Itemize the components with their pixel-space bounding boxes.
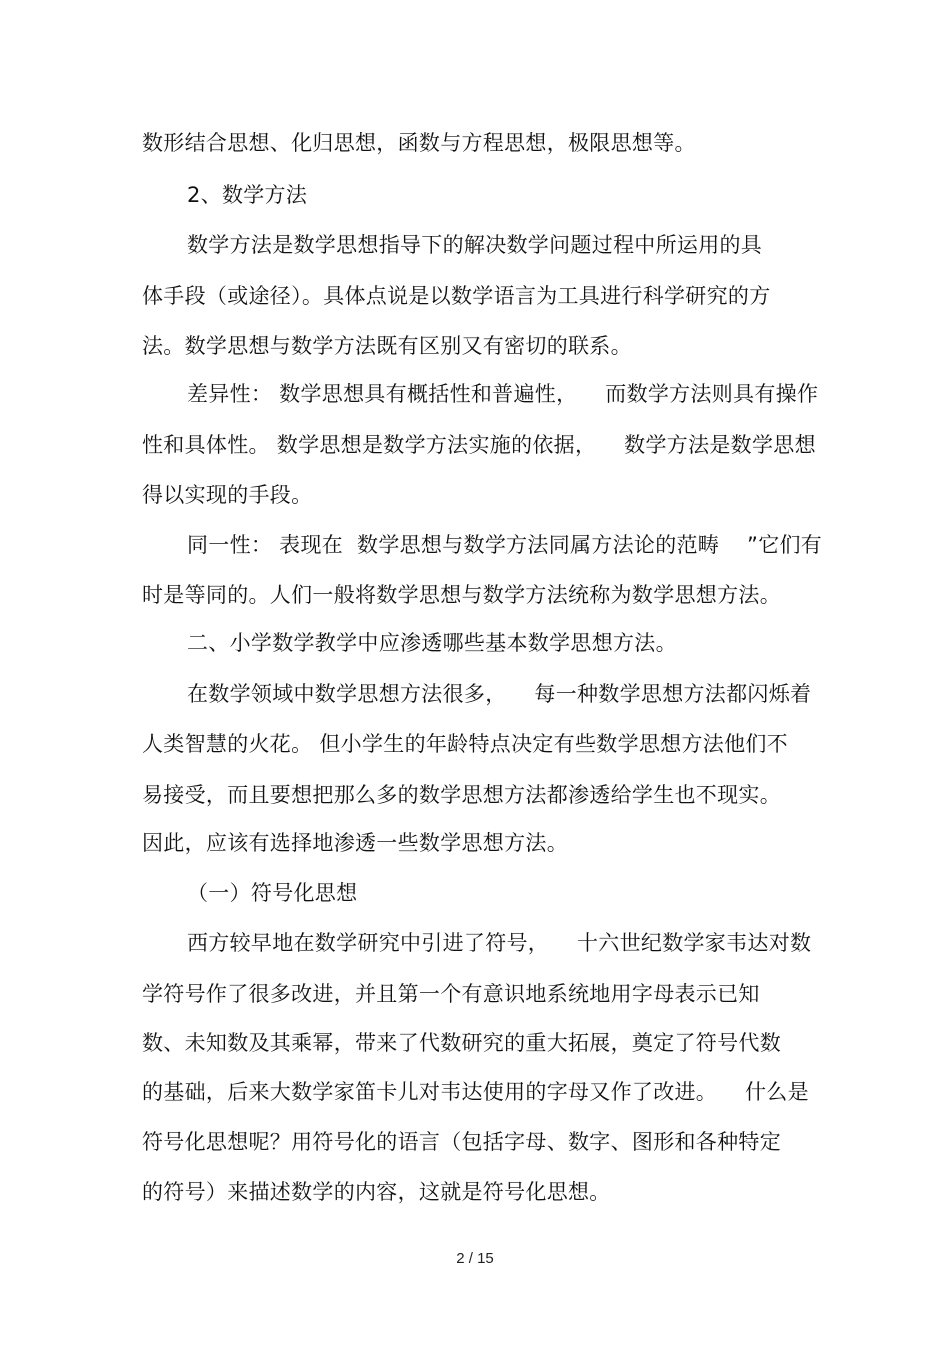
text-line: 时是等同的。人们一般将数学思想与数学方法统称为数学思想方法。 [142, 583, 781, 607]
page-number: 2 / 15 [456, 1250, 494, 1267]
text-line: 在数学领域中数学思想方法很多， 每一种数学思想方法都闪烁着 [187, 682, 812, 706]
text-line: 体手段（或途径）。具体点说是以数学语言为工具进行科学研究的方 [142, 284, 771, 308]
text-line: 得以实现的手段。 [142, 483, 313, 507]
text-line: 差异性： 数学思想具有概括性和普遍性， 而数学方法则具有操作 [187, 382, 819, 406]
text-line: 的基础，后来大数学家笛卡儿对韦达使用的字母又作了改进。 什么是 [142, 1080, 809, 1104]
text-line: 数、未知数及其乘幂，带来了代数研究的重大拓展，奠定了符号代数 [142, 1031, 781, 1055]
text-line: 的符号）来描述数学的内容，这就是符号化思想。 [142, 1180, 611, 1204]
text-line: 易接受，而且要想把那么多的数学思想方法都渗透给学生也不现实。 [142, 783, 781, 807]
text-line: 法。数学思想与数学方法既有区别又有密切的联系。 [142, 334, 632, 358]
section-heading: 2、数学方法 [187, 183, 308, 207]
text-line: 性和具体性。 数学思想是数学方法实施的依据， 数学方法是数学思想 [142, 433, 816, 457]
text-line: 西方较早地在数学研究中引进了符号， 十六世纪数学家韦达对数 [187, 931, 812, 955]
section-heading: （一）符号化思想 [187, 881, 358, 905]
text-line: 因此，应该有选择地渗透一些数学思想方法。 [142, 831, 568, 855]
text-line: 数形结合思想、化归思想，函数与方程思想，极限思想等。 [142, 131, 696, 155]
text-line: 学符号作了很多改进，并且第一个有意识地系统地用字母表示已知 [142, 982, 760, 1006]
text-line: 同一性： 表现在 数学思想与数学方法同属方法论的范畴 ”它们有 [187, 533, 823, 557]
section-heading: 二、小学数学教学中应渗透哪些基本数学思想方法。 [187, 631, 677, 655]
text-line: 符号化思想呢？用符号化的语言（包括字母、数字、图形和各种特定 [142, 1130, 781, 1154]
text-line: 人类智慧的火花。 但小学生的年龄特点决定有些数学思想方法他们不 [142, 732, 788, 756]
text-line: 数学方法是数学思想指导下的解决数学问题过程中所运用的具 [187, 233, 763, 257]
